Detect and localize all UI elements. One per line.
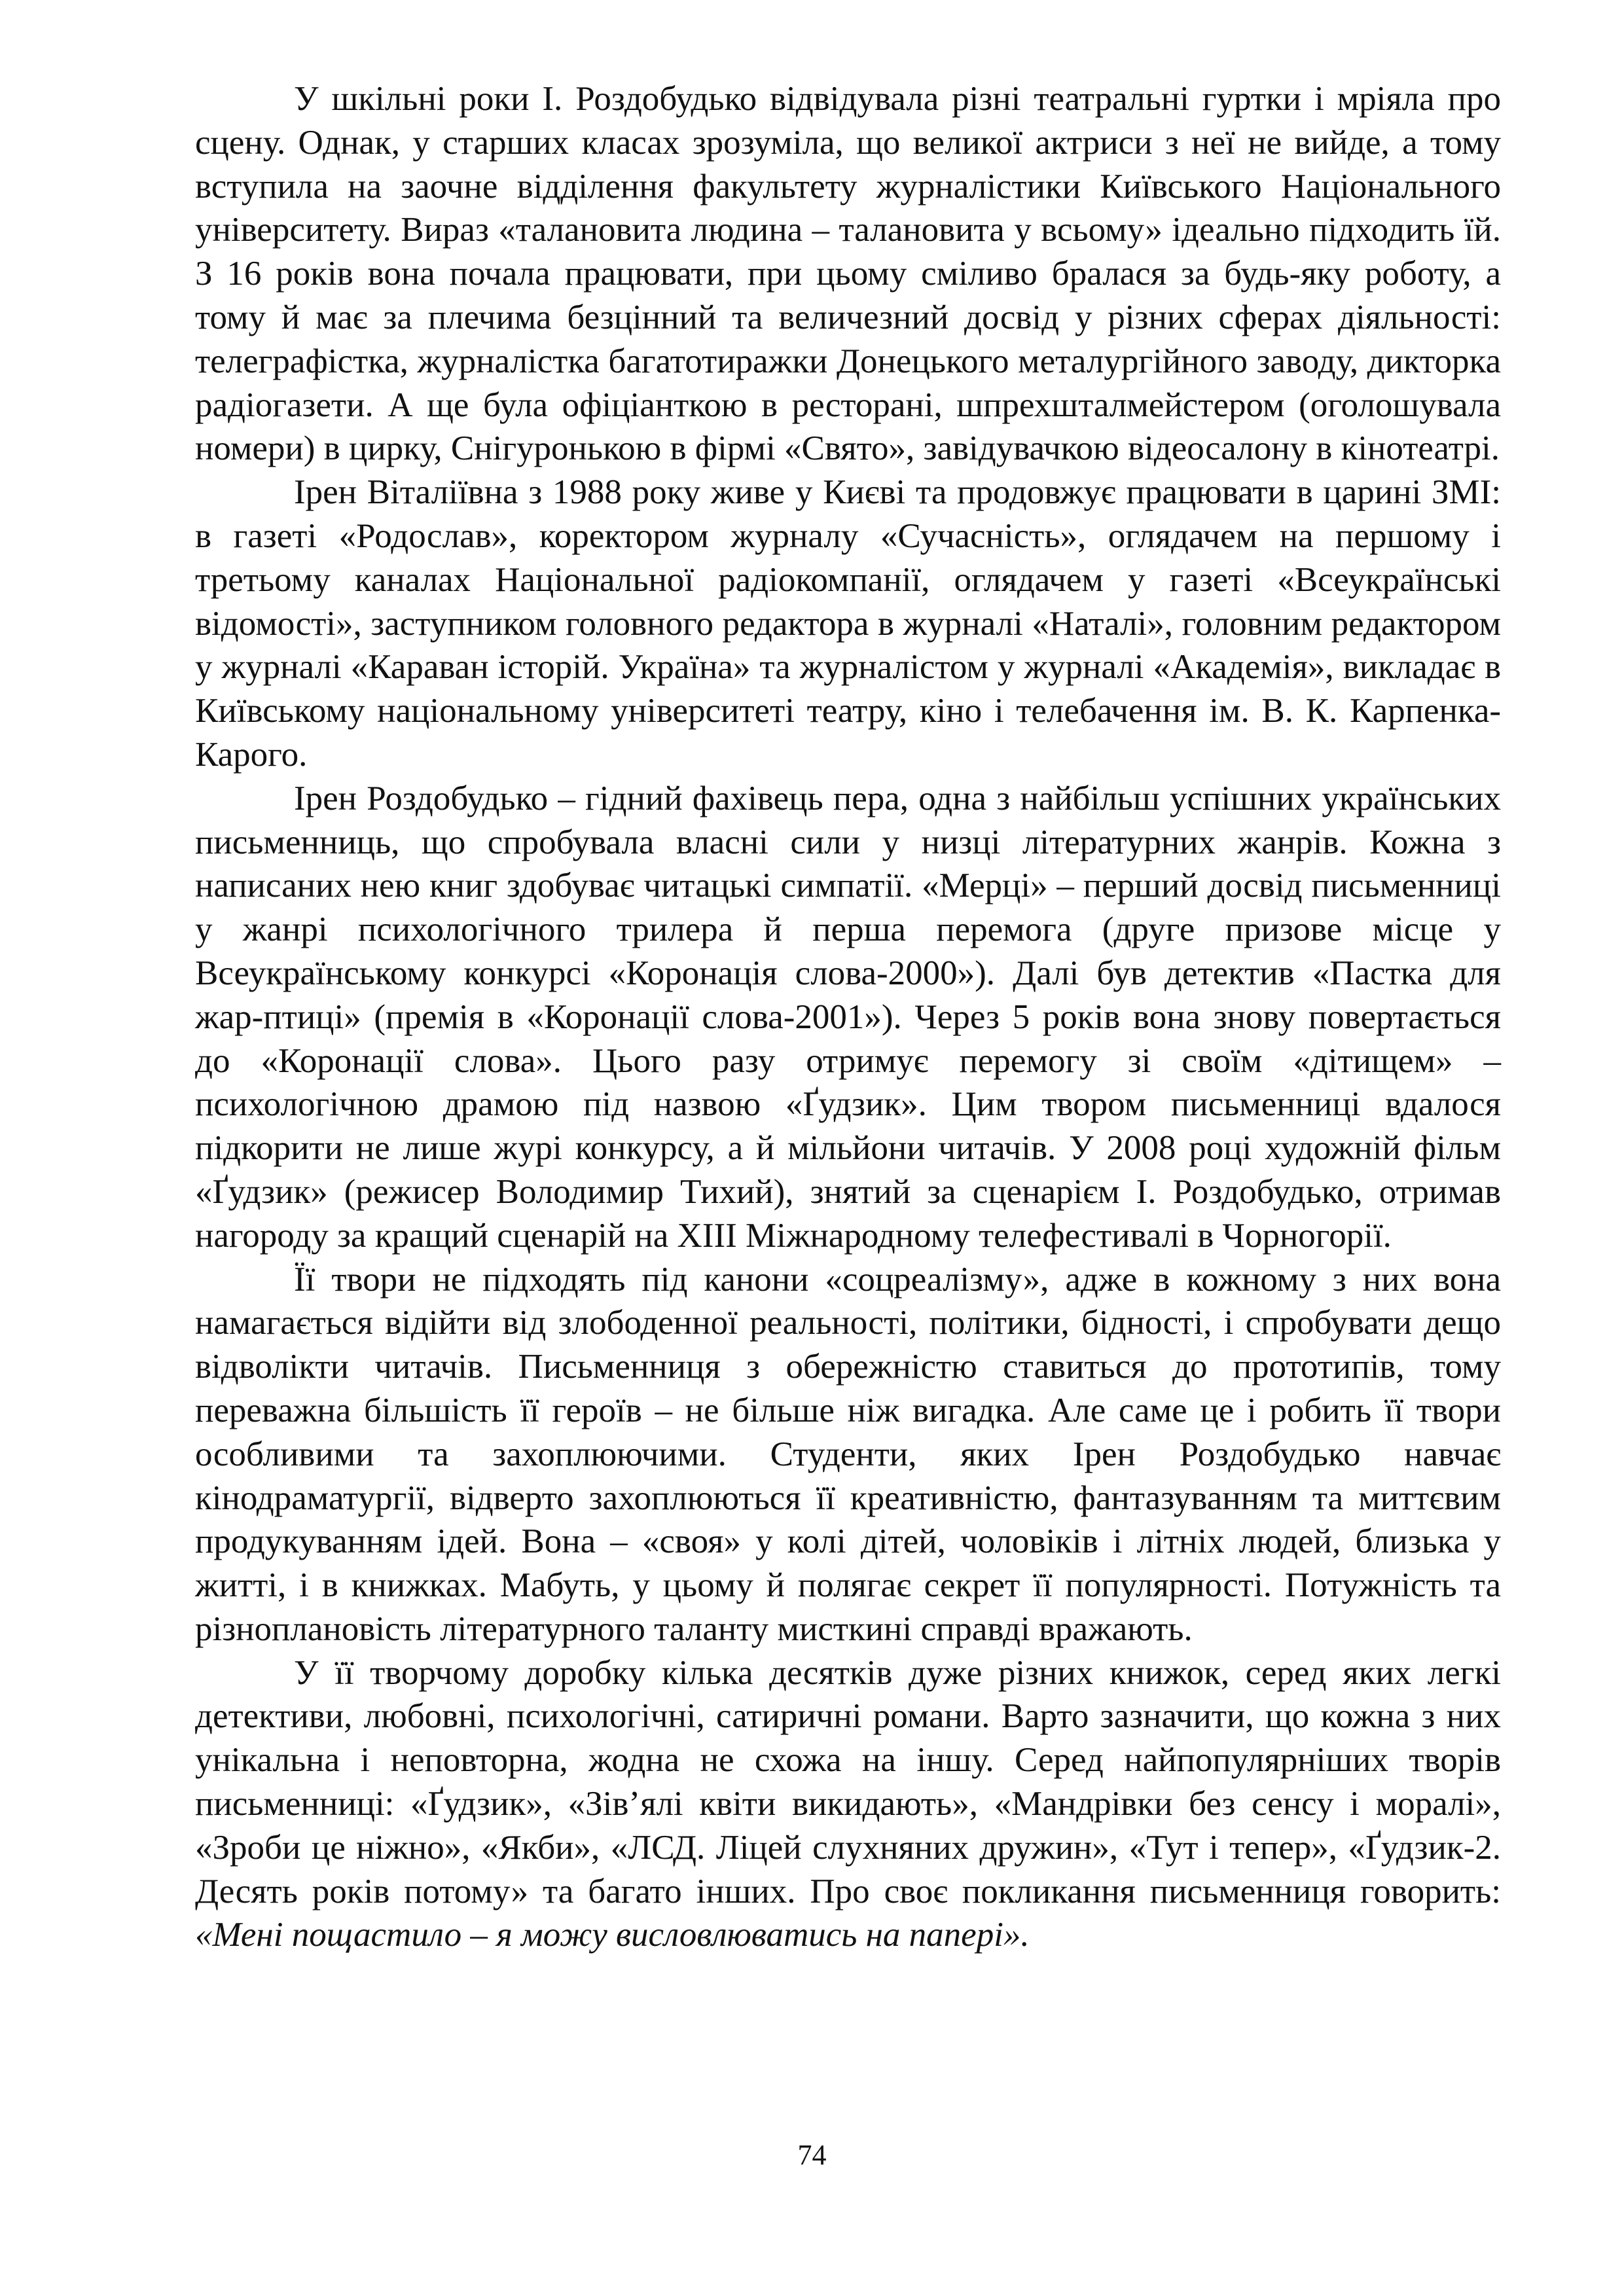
paragraph-works-character: Її твори не підходять під канони «соцреалізму», адже в кожному з них вона намагається відійти від злободенної реальності, політики, бідності, і спробувати дещо відволікти читачів. Письменниця з обережністю ставиться до прототипів, тому переважна більшість її героїв – не більше ніж вигадка. Але саме це і робить її твори особливими та захоплюючими. Студенти, яких Ірен Роздобудько навчає кінодраматургії, відверто захоплюються її креативністю, фантазуванням та миттєвим продукуванням ідей. Вона – «своя» у колі дітей, чоловіків і літніх людей, близька у житті, і в книжках. Мабуть, у цьому й полягає секрет її популярності. Потужність та різноплановість літературного таланту мисткині справді вражають. (195, 1260, 1501, 1648)
page-content (195, 77, 1501, 1957)
paragraph-bibliography-text: У її творчому доробку кілька десятків дуже різних книжок, серед яких легкі детективи, любовні, психологічні, сатиричні романи. Варто зазначити, що кожна з них унікальна і неповторна, жодна не схожа на іншу. Серед найпопулярніших творів письменниці: «Ґудзик», «Зів’ялі квіти викидають», «Мандрівки без сенсу і моралі», «Зроби це ніжно», «Якби», «ЛСД. Ліцей слухняних дружин», «Тут і тепер», «Ґудзик-2. Десять років потому» та багато інших. Про своє покликання письменниця говорить: (195, 1653, 1501, 1910)
author-quote: «Мені пощастило – я можу висловлюватись на папері». (195, 1916, 1030, 1954)
paragraph-literary-awards: Ірен Роздобудько – гідний фахівець пера, одна з найбільш успішних українських письменниць, що спробувала власні сили у низці літературних жанрів. Кожна з написаних нею книг здобуває читацькі симпатії. «Мерці» – перший досвід письменниці у жанрі психологічного трилера й перша перемога (друге призове місце у Всеукраїнському конкурсі «Коронація слова-2000»). Далі був детектив «Пастка для жар-птиці» (премія в «Коронації слова-2001»). Через 5 років вона знову повертається до «Коронації слова». Цього разу отримує перемогу зі своїм «дітищем» – психологічною драмою під назвою «Ґудзик». Цим твором письменниці вдалося підкорити не лише журі конкурсу, а й мільйони читачів. У 2008 році художній фільм «Ґудзик» (режисер Володимир Тихий), знятий за сценарієм І. Роздобудько, отримав нагороду за кращий сценарій на XIII Міжнародному телефестивалі в Чорногорії. (195, 779, 1501, 1255)
paragraph-school-years: У шкільні роки І. Роздобудько відвідувала різні театральні гуртки і мріяла про сцену. Однак, у старших класах зрозуміла, що великої актриси з неї не вийде, а тому вступила на заочне відділення факультету журналістики Київського Національного університету. Вираз «талановита людина – талановита у всьому» ідеально підходить їй. З 16 років вона почала працювати, при цьому сміливо бралася за будь-яку роботу, а тому й має за плечима безцінний та величезний досвід у різних сферах діяльності: телеграфістка, журналістка багатотиражки Донецького металургійного заводу, дикторка радіогазети. А ще була офіціанткою в ресторані, шпрехшталмейстером (оголошувала номери) в цирку, Снігуронькою в фірмі «Свято», завідувачкою відеосалону в кінотеатрі. (195, 80, 1501, 468)
paragraph-bibliography (195, 1651, 1501, 1958)
page-number: 74 (797, 2139, 827, 2171)
paragraph-media-career: Ірен Віталіївна з 1988 року живе у Києві та продовжує працювати в царині ЗМІ: в газеті «Родослав», коректором журналу «Сучасність», оглядачем на першому і третьому каналах Національної радіокомпанії, оглядачем у газеті «Всеукраїнські відомості», заступником головного редактора в журналі «Наталі», головним редактором у журналі «Караван історій. Україна» та журналістом у журналі «Академія», викладає в Київському національному університеті театру, кіно і телебачення ім. В. К. Карпенка-Карого. (195, 473, 1501, 774)
